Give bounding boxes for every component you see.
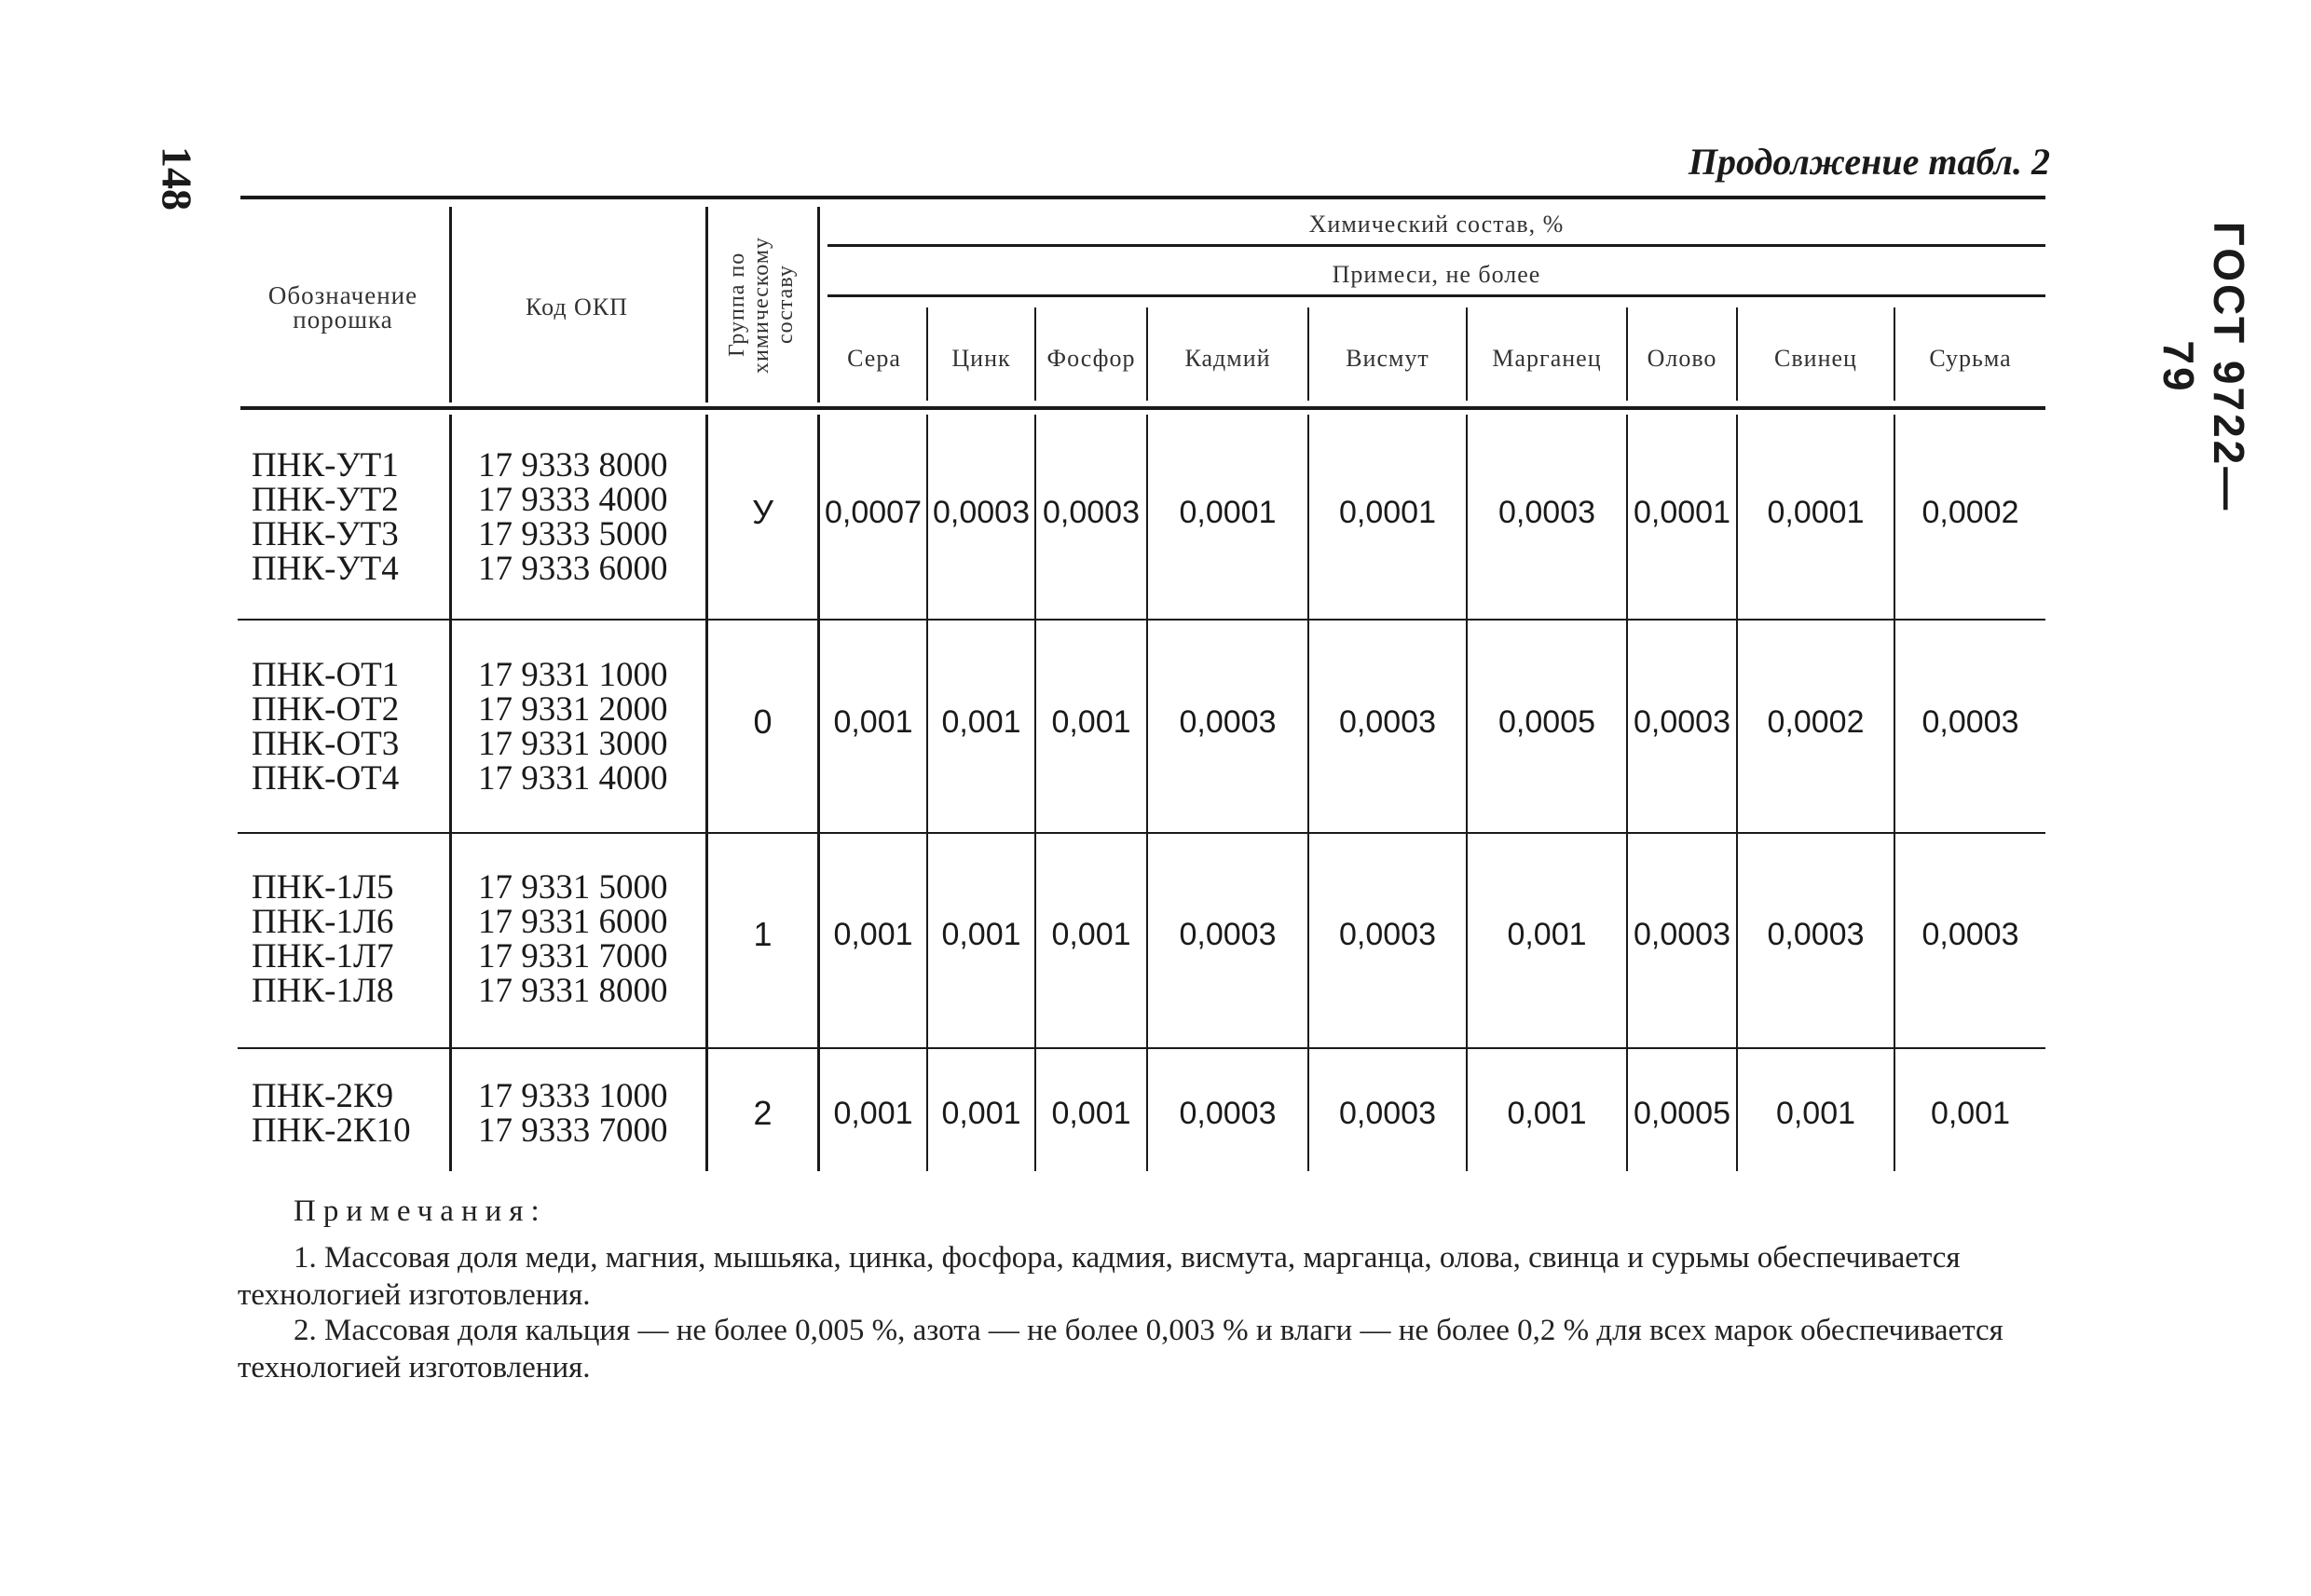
value-manganese: 0,0003 [1498,494,1595,530]
value-cadmium: 0,0001 [1179,494,1277,530]
value-zinc: 0,0003 [933,494,1030,530]
header-divider [817,207,820,402]
value-phosphorus: 0,001 [1051,703,1131,740]
value-bismuth: 0,0001 [1339,494,1436,530]
value-zinc: 0,001 [941,703,1021,740]
row-separator [238,1047,2045,1049]
header-element-phosphorus: Фосфор [1046,345,1136,372]
notes-title: Примечания: [294,1194,547,1228]
row-group: 1 [753,915,773,953]
value-bismuth: 0,0003 [1339,1095,1436,1131]
header-okp-code: Код ОКП [526,293,628,321]
value-zinc: 0,001 [941,916,1021,952]
header-impurities: Примеси, не более [1332,261,1541,288]
value-manganese: 0,001 [1507,1095,1587,1131]
header-element-zinc: Цинк [951,345,1011,372]
value-tin: 0,0003 [1634,916,1730,952]
row-group: 2 [753,1094,773,1132]
body-divider [449,415,452,1171]
value-cadmium: 0,0003 [1179,703,1277,740]
value-manganese: 0,0005 [1498,703,1595,740]
standard-id: ГОСТ 9722—79 [2154,221,2253,513]
header-element-bismuth: Висмут [1346,345,1429,372]
value-lead: 0,0002 [1767,703,1865,740]
value-tin: 0,0003 [1634,703,1730,740]
header-divider [449,207,452,402]
value-cadmium: 0,0003 [1179,916,1277,952]
header-element-sulfur: Сера [847,345,901,372]
row-okp-codes: 17 9331 1000 17 9331 2000 17 9331 3000 17 9331 4000 [478,656,668,798]
header-divider [705,207,708,402]
row-group: 0 [753,703,773,741]
row-group: У [752,493,773,531]
value-phosphorus: 0,001 [1051,1095,1131,1131]
header-group: Группа по химическому составу [725,236,798,374]
row-separator [238,619,2045,621]
value-tin: 0,0005 [1634,1095,1730,1131]
page-number: 148 [153,146,201,211]
row-designations: ПНК-УТ1 ПНК-УТ2 ПНК-УТ3 ПНК-УТ4 [252,446,399,588]
header-element-manganese: Марганец [1492,345,1602,372]
header-element-cadmium: Кадмий [1184,345,1271,372]
value-lead: 0,001 [1775,1095,1856,1131]
value-bismuth: 0,0003 [1339,916,1436,952]
row-designations: ПНК-1Л5 ПНК-1Л6 ПНК-1Л7 ПНК-1Л8 [252,868,394,1010]
header-element-tin: Олово [1647,345,1717,372]
row-designations: ПНК-ОТ1 ПНК-ОТ2 ПНК-ОТ3 ПНК-ОТ4 [252,656,400,798]
value-cadmium: 0,0003 [1179,1095,1277,1131]
value-antimony: 0,0002 [1921,494,2019,530]
header-element-lead: Свинец [1774,345,1857,372]
value-sulfur: 0,0007 [825,494,922,530]
composition-rule [827,244,2045,247]
table-top-rule [240,196,2045,199]
value-tin: 0,0001 [1634,494,1730,530]
note-item: 1. Массовая доля меди, магния, мышьяка, цинка, фосфора, кадмия, висмута, марганца, олова, свинца и сурьмы обеспечивается технологией изготовления. [238,1241,1961,1312]
table-caption: Продолжение табл. 2 [1688,141,2050,183]
value-sulfur: 0,001 [833,703,913,740]
value-sulfur: 0,001 [833,1095,913,1131]
header-designation: Обозначение порошка [267,281,418,334]
value-antimony: 0,0003 [1921,703,2019,740]
value-phosphorus: 0,001 [1051,916,1131,952]
value-lead: 0,0003 [1767,916,1865,952]
value-lead: 0,0001 [1767,494,1865,530]
row-okp-codes: 17 9333 1000 17 9333 7000 [478,1077,668,1150]
value-manganese: 0,001 [1507,916,1587,952]
value-sulfur: 0,001 [833,916,913,952]
value-phosphorus: 0,0003 [1043,494,1140,530]
value-antimony: 0,0003 [1921,916,2019,952]
header-bottom-rule [240,406,2045,410]
value-zinc: 0,001 [941,1095,1021,1131]
header-element-antimony: Сурьма [1929,345,2012,372]
note-item: 2. Массовая доля кальция — не более 0,005 %, азота — не более 0,003 % и влаги — не более 0,2 % для всех марок обеспечивается технологией изготовления. [238,1314,2003,1385]
value-antimony: 0,001 [1930,1095,2011,1131]
row-okp-codes: 17 9333 8000 17 9333 4000 17 9333 5000 17 9333 6000 [478,446,668,588]
header-chemical-composition: Химический состав, % [1308,211,1565,238]
value-bismuth: 0,0003 [1339,703,1436,740]
row-separator [238,832,2045,834]
row-okp-codes: 17 9331 5000 17 9331 6000 17 9331 7000 17 9331 8000 [478,868,668,1010]
row-designations: ПНК-2К9 ПНК-2К10 [252,1077,411,1150]
impurities-rule [827,294,2045,297]
